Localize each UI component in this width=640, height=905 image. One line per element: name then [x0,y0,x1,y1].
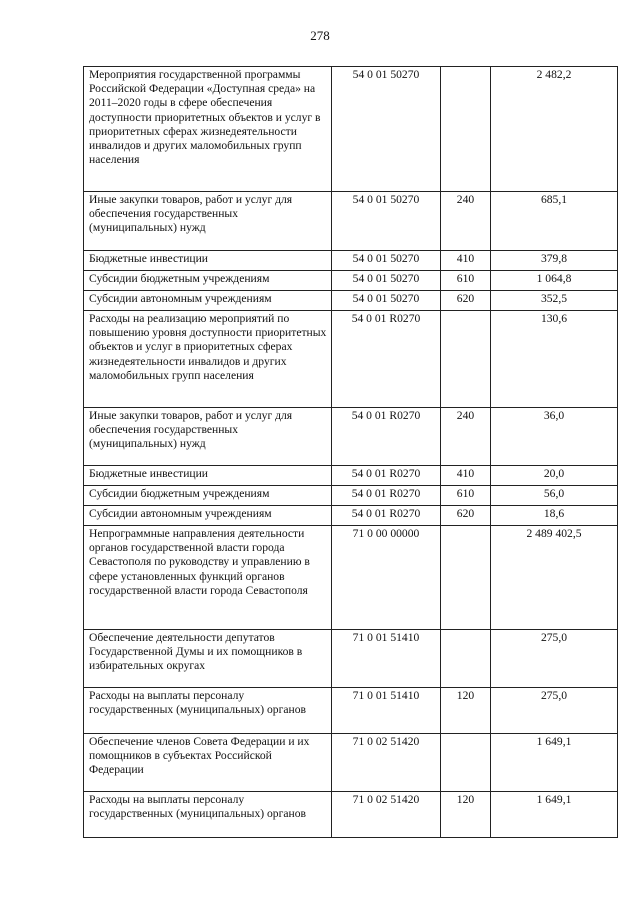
table-row [84,734,618,792]
row-code: 71 0 02 51420 [332,734,441,792]
row-type: 610 [441,486,491,506]
table-row [84,792,618,838]
budget-table [83,66,618,838]
table-row [84,291,618,311]
row-amount: 18,6 [491,506,618,526]
row-type: 120 [441,688,491,734]
row-code: 54 0 01 50270 [332,251,441,271]
table-row [84,486,618,506]
row-type [441,630,491,688]
row-name: Субсидии автономным учреждениям [84,291,332,311]
row-amount: 685,1 [491,192,618,251]
row-name: Мероприятия государственной программы Российской Федерации «Доступная среда» на 2011–2020 годы в сфере обеспечения доступности приоритетных объектов и услуг в приоритетных сферах жизнедеятельности инвалидов и других маломобильных групп населения [84,67,332,192]
row-type: 120 [441,792,491,838]
row-amount: 352,5 [491,291,618,311]
row-code: 71 0 01 51410 [332,630,441,688]
row-code: 71 0 00 00000 [332,526,441,630]
row-amount: 36,0 [491,408,618,466]
row-code: 54 0 01 R0270 [332,486,441,506]
table-row [84,506,618,526]
table-row [84,408,618,466]
row-name: Бюджетные инвестиции [84,466,332,486]
row-amount: 275,0 [491,630,618,688]
row-name: Обеспечение деятельности депутатов Государственной Думы и их помощников в избирательных округах [84,630,332,688]
row-type: 240 [441,192,491,251]
row-type [441,67,491,192]
table-row [84,67,618,192]
row-type: 610 [441,271,491,291]
row-code: 54 0 01 R0270 [332,466,441,486]
row-amount: 1 649,1 [491,734,618,792]
row-name: Расходы на выплаты персоналу государственных (муниципальных) органов [84,688,332,734]
row-name: Субсидии бюджетным учреждениям [84,486,332,506]
row-type [441,734,491,792]
row-type [441,526,491,630]
row-type: 410 [441,466,491,486]
table-row [84,192,618,251]
row-amount: 20,0 [491,466,618,486]
row-amount: 2 489 402,5 [491,526,618,630]
row-name: Бюджетные инвестиции [84,251,332,271]
row-amount: 1 064,8 [491,271,618,291]
row-amount: 130,6 [491,311,618,408]
row-amount: 1 649,1 [491,792,618,838]
row-amount: 2 482,2 [491,67,618,192]
row-amount: 275,0 [491,688,618,734]
table-row [84,271,618,291]
row-name: Субсидии автономным учреждениям [84,506,332,526]
page-number: 278 [310,28,330,43]
table-row [84,630,618,688]
row-code: 71 0 02 51420 [332,792,441,838]
row-amount: 379,8 [491,251,618,271]
table-row [84,688,618,734]
table-row [84,466,618,486]
row-code: 54 0 01 R0270 [332,311,441,408]
row-name: Непрограммные направления деятельности органов государственной власти города Севастополя по руководству и управлению в сфере установленных функций органов государственной власти города Севастополя [84,526,332,630]
row-type: 240 [441,408,491,466]
row-code: 54 0 01 50270 [332,67,441,192]
row-type: 620 [441,291,491,311]
row-name: Иные закупки товаров, работ и услуг для обеспечения государственных (муниципальных) нужд [84,192,332,251]
table-row [84,526,618,630]
row-code: 71 0 01 51410 [332,688,441,734]
row-type: 410 [441,251,491,271]
row-code: 54 0 01 R0270 [332,408,441,466]
row-code: 54 0 01 R0270 [332,506,441,526]
row-name: Обеспечение членов Совета Федерации и их помощников в субъектах Российской Федерации [84,734,332,792]
row-name: Расходы на выплаты персоналу государственных (муниципальных) органов [84,792,332,838]
row-name: Иные закупки товаров, работ и услуг для обеспечения государственных (муниципальных) нужд [84,408,332,466]
row-amount: 56,0 [491,486,618,506]
row-code: 54 0 01 50270 [332,291,441,311]
row-type: 620 [441,506,491,526]
table-row [84,311,618,408]
row-code: 54 0 01 50270 [332,192,441,251]
row-code: 54 0 01 50270 [332,271,441,291]
table-row [84,251,618,271]
row-name: Расходы на реализацию мероприятий по повышению уровня доступности приоритетных объектов и услуг в приоритетных сферах жизнедеятельности инвалидов и других маломобильных групп населения [84,311,332,408]
row-name: Субсидии бюджетным учреждениям [84,271,332,291]
row-type [441,311,491,408]
